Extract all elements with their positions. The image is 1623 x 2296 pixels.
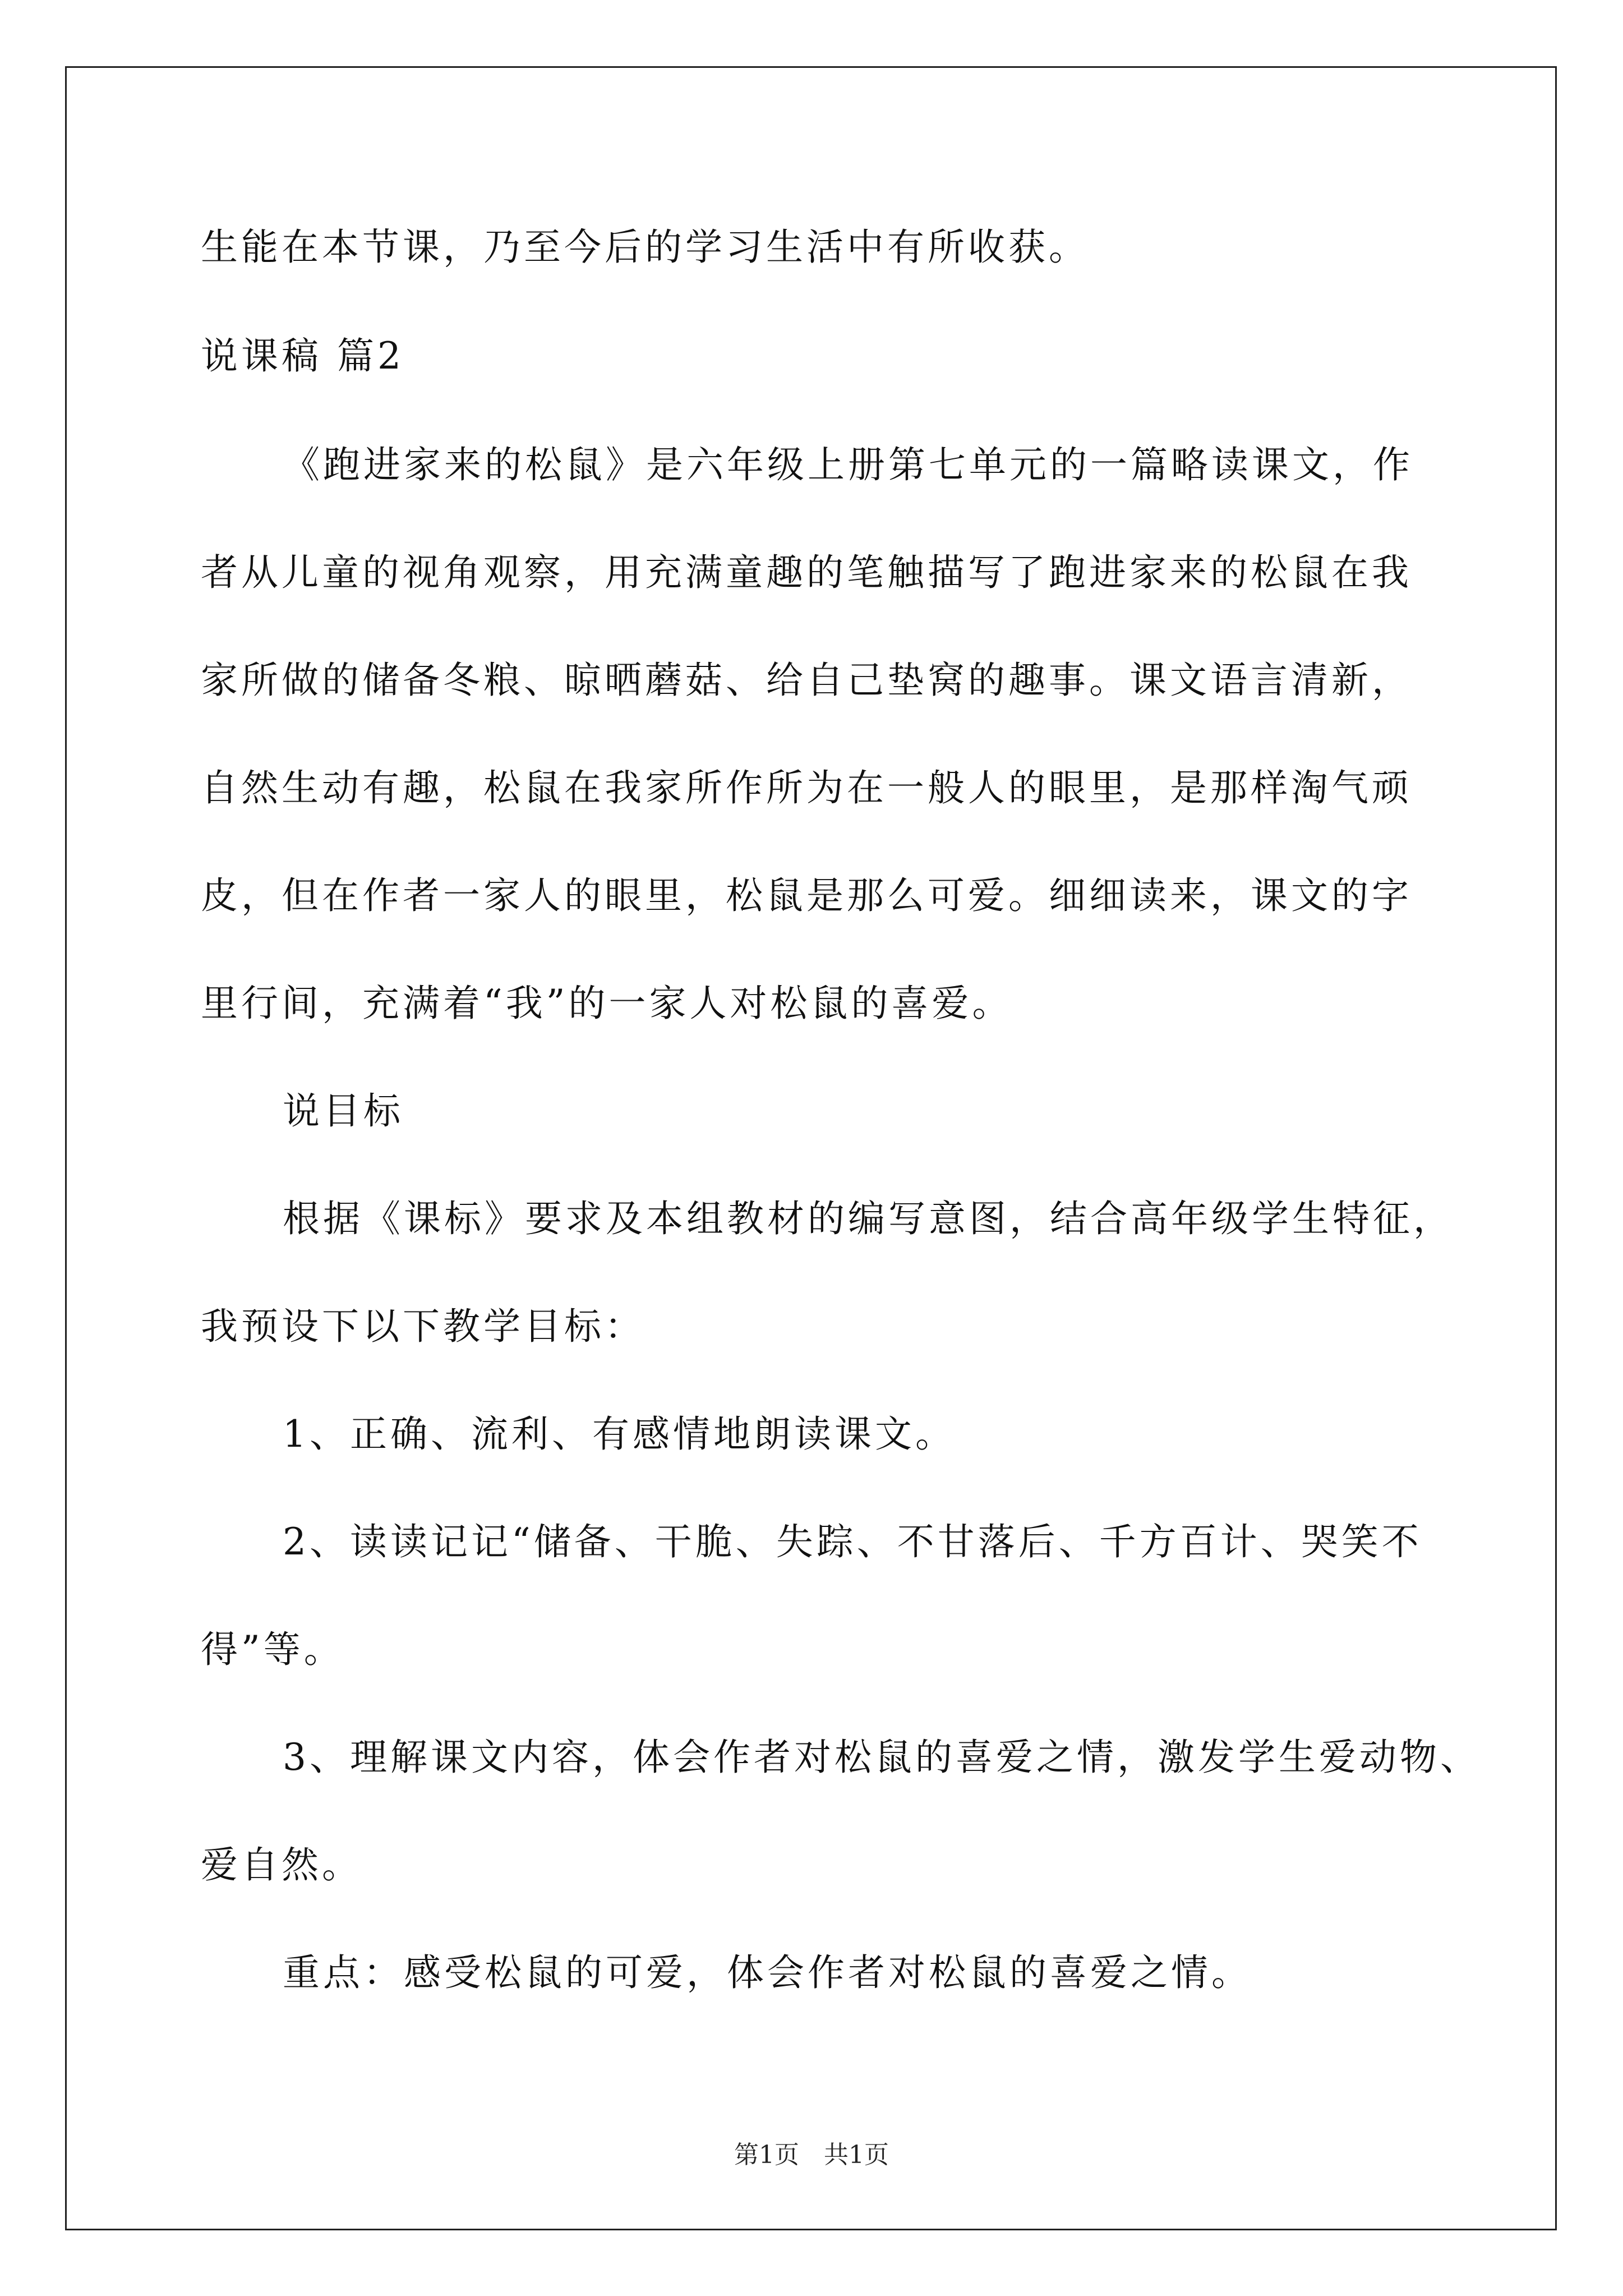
text-line: 爱自然。 <box>201 1843 362 1887</box>
text-line: 家所做的储备冬粮、晾晒蘑菇、给自己垫窝的趣事。课文语言清新， <box>201 659 1412 702</box>
text-line: 根据《课标》要求及本组教材的编写意图，结合高年级学生特征， <box>283 1197 1454 1240</box>
text-line: 者从儿童的视角观察，用充满童趣的笔触描写了跑进家来的松鼠在我 <box>201 551 1412 594</box>
text-line: 里行间，充满着“我”的一家人对松鼠的喜爱。 <box>201 982 1013 1025</box>
text-line: 我预设下以下教学目标： <box>201 1305 645 1348</box>
page-footer: 第1页 共1页 <box>734 2141 889 2169</box>
subheading: 说目标 <box>283 1089 404 1133</box>
list-item: 1、正确、流利、有感情地朗读课文。 <box>283 1412 956 1456</box>
list-item: 2、读读记记“储备、干脆、失踪、不甘落后、千方百计、哭笑不 <box>283 1520 1422 1563</box>
text-line: 得”等。 <box>201 1628 344 1671</box>
text-line: 自然生动有趣，松鼠在我家所作所为在一般人的眼里，是那样淘气顽 <box>201 766 1412 809</box>
page-border <box>65 66 1557 2230</box>
list-item: 3、理解课文内容，体会作者对松鼠的喜爱之情，激发学生爱动物、 <box>283 1736 1481 1779</box>
text-line: 生能在本节课，乃至今后的学习生活中有所收获。 <box>201 226 1089 269</box>
text-line: 皮，但在作者一家人的眼里，松鼠是那么可爱。细细读来，课文的字 <box>201 874 1412 917</box>
section-heading: 说课稿 篇2 <box>201 334 404 378</box>
text-line: 《跑进家来的松鼠》是六年级上册第七单元的一篇略读课文，作 <box>283 443 1413 486</box>
text-line: 重点：感受松鼠的可爱，体会作者对松鼠的喜爱之情。 <box>283 1951 1252 1994</box>
